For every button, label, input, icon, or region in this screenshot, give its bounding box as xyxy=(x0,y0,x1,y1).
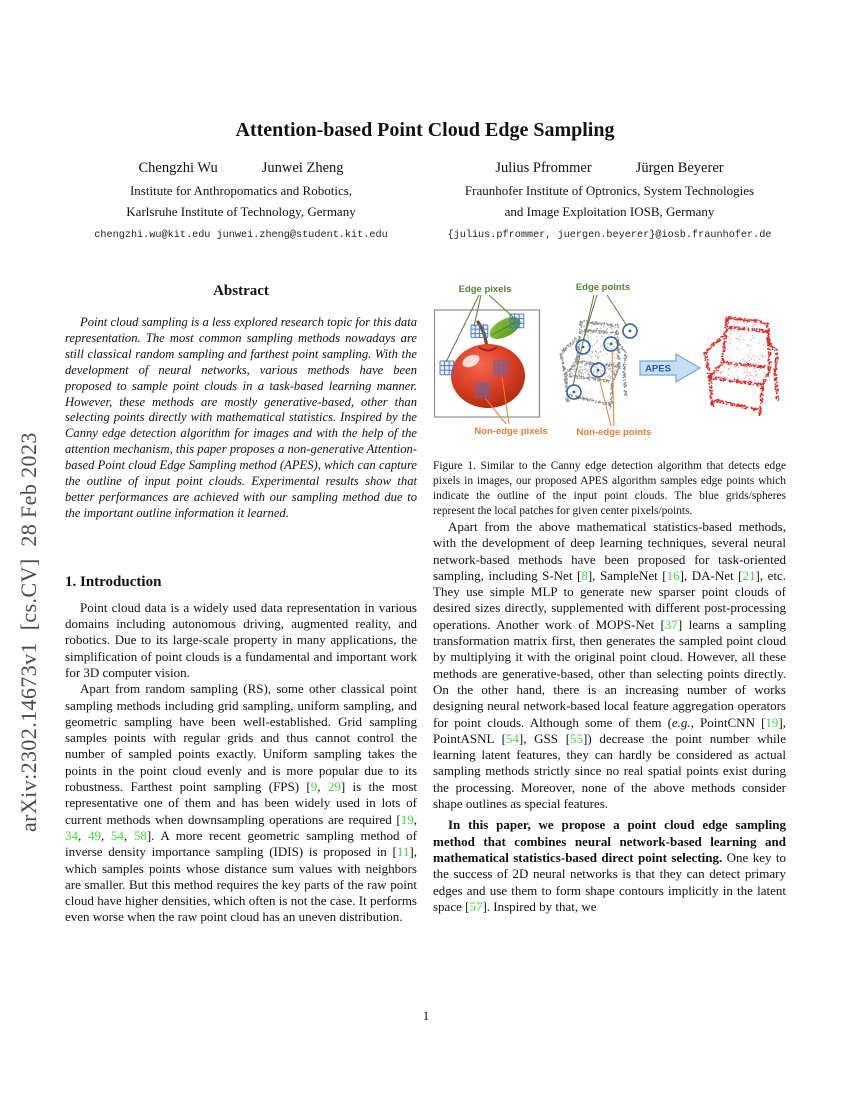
figure-1 xyxy=(433,277,786,454)
non-edge-points-label: Non-edge points xyxy=(576,427,652,438)
left-column xyxy=(65,275,417,926)
author-name: Julius Pfrommer xyxy=(495,160,592,176)
citation-link[interactable]: 16 xyxy=(666,567,680,583)
right-paragraph-1: Apart from the above mathematical statistics-based methods, with the development of deep learning techniques, several neural network-based methods have been proposed for task-oriented sampling, including S-Net [8], SampleNet [16], DA-Net [21], etc. They use simple MLP to generate new sparser point clouds of desired sizes directly, supplemented with different post-processing operations. Another work of MOPS-Net [37] learns a sampling transformation matrix first, then generates the sampled point cloud by multiplying it with the original point cloud. However, all these methods are generative-based, other than selecting points directly. On the other hand, there is an increasing number of works designing neural network-based local feature aggregation operators for point clouds. Although some of them (e.g., PointCNN [19], PointASNL [54], GSS [55]) decrease the point number while learning latent features, they can hardly be considered as actual sampling methods strictly since no real spatial points exist during the processing. Moreover, none of the above methods consider shape outlines as special features. xyxy=(433,519,787,812)
author-name: Chengzhi Wu xyxy=(138,160,218,176)
abstract-text: Point cloud sampling is a less explored research topic for this data representation. The most common sampling methods nowadays are still classical random sampling and farthest point sampling. With the development of neural networks, various methods have been proposed to sample point clouds in a task-based learning manner. However, these methods are mostly generative-based, other than selecting points directly with mathematical statistics. Inspired by the Canny edge detection algorithm for images and with the help of the attention mechanism, this paper proposes a non-generative Attention-based Point cloud Edge Sampling method (APES), which can capture the outline of input point clouds. Experimental results show that better performances are achieved with our sampling method due to the important outline information it learned. xyxy=(65,315,417,520)
arxiv-banner: arXiv:2302.14673v1 [cs.CV] 28 Feb 2023 xyxy=(16,432,41,832)
citation-link[interactable]: 19 xyxy=(765,714,779,730)
right-paragraph-2: In this paper, we propose a point cloud edge sampling method that combines neural network-based learning and mathematical statistics-based direct point selecting. One key to the success of 2D neural networks is that they can detect primary edges and use them to form shape contours implicitly in the latent space [57]. Inspired by that, we xyxy=(433,817,786,914)
citation-link[interactable]: 9 xyxy=(310,779,318,795)
citation-link[interactable]: 34 xyxy=(65,827,78,843)
sampled-edge-points-chair xyxy=(703,316,779,416)
citation-link[interactable]: 57 xyxy=(469,898,483,914)
affiliation-line: Institute for Anthropomatics and Robotics, xyxy=(129,183,353,198)
paper-title: Attention-based Point Cloud Edge Sampling xyxy=(235,119,615,141)
author-block-right xyxy=(433,160,786,241)
page-number: 1 xyxy=(422,1008,430,1023)
citation-link[interactable]: 37 xyxy=(664,616,678,632)
non-edge-pixels-label: Non-edge pixels xyxy=(474,426,548,437)
citation-link[interactable]: 54 xyxy=(505,730,519,746)
apes-arrow-label: APES xyxy=(645,363,671,375)
figure-1-caption: Figure 1. Similar to the Canny edge detection algorithm that detects edge pixels in images, our proposed APES algorithm samples edge points which indicate the outline of the input point clouds. The blue grids/spheres represent the local patches for given center pixels/points. xyxy=(433,460,786,517)
author-name: Jürgen Beyerer xyxy=(635,160,724,176)
citation-link[interactable]: 58 xyxy=(133,827,147,843)
edge-points-label: Edge points xyxy=(575,282,631,293)
author-name: Junwei Zheng xyxy=(261,160,344,176)
edge-pixels-label: Edge pixels xyxy=(458,284,512,295)
edge-point-leader-line xyxy=(607,295,627,326)
citation-link[interactable]: 21 xyxy=(742,567,756,583)
citation-link[interactable]: 8 xyxy=(581,567,588,583)
apple-body xyxy=(451,344,525,408)
citation-link[interactable]: 29 xyxy=(327,779,341,795)
affiliation-line: Karlsruhe Institute of Technology, Germany xyxy=(126,203,356,219)
citation-link[interactable]: 49 xyxy=(87,827,101,843)
author-block-left xyxy=(65,160,417,241)
intro-paragraph-2: Apart from random sampling (RS), some other classical point sampling methods including grid sampling, uniform sampling, and geometric sampling have been well-established. Grid sampling samples points with regular grids and thus cannot control the number of sampled points exactly. Uniform sampling takes the points in the point cloud evenly and is more popular due to its robustness. Farthest point sampling (FPS) [9, 29] is the most representative one of them and has been widely used in lots of current methods when downsampling operations are required [19, 34, 49, 54, 58]. A more recent geometric sampling method of inverse density importance sampling (IDIS) is proposed in [11], which samples points whose distance sum values with neighbors are smaller. But this method requires the key parts of the raw point cloud have higher densities, which often is not the case. It performs even worse when the raw point cloud has an uneven distribution. xyxy=(65,681,418,925)
citation-link[interactable]: 19 xyxy=(400,811,414,827)
citation-link[interactable]: 55 xyxy=(570,730,584,746)
affiliation-line: and Image Exploitation IOSB, Germany xyxy=(504,203,715,219)
abstract-heading: Abstract xyxy=(213,283,269,299)
citation-link[interactable]: 11 xyxy=(396,844,410,860)
email-line: {julius.pfrommer, juergen.beyerer}@iosb.fraunhofer.de xyxy=(447,230,772,241)
affiliation-line: Fraunhofer Institute of Optronics, System Technologies xyxy=(464,183,755,198)
intro-paragraph-1: Point cloud data is a widely used data representation in various domains including autonomous driving, augmented reality, and robotics. Due to its large-scale property in many applications, the simplification of point clouds is a fundamental and important work for 3D computer vision. xyxy=(65,599,417,680)
right-column xyxy=(433,275,786,915)
email-line: chengzhi.wu@kit.edu junwei.zheng@student.kit.edu xyxy=(94,230,388,241)
figure-1-graphic xyxy=(433,277,786,449)
section-heading-introduction: 1. Introduction xyxy=(65,573,162,590)
citation-link[interactable]: 54 xyxy=(110,827,124,843)
